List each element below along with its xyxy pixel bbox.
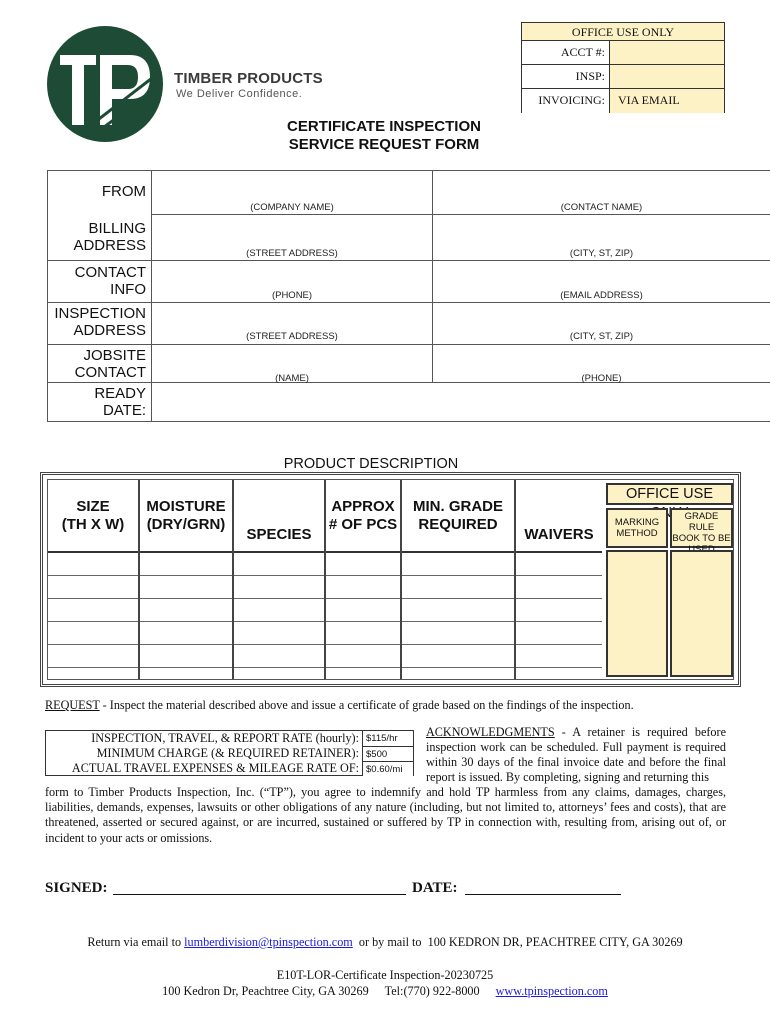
rate-row (46, 731, 413, 746)
product-office-use-title: OFFICE USE (606, 483, 733, 505)
species-column (234, 480, 324, 679)
brand-tagline: We Deliver Confidence. (176, 88, 303, 100)
product-table (40, 472, 741, 687)
phone-caption: (PHONE) (271, 290, 313, 301)
office-use-title: OFFICE USE ONLY (522, 23, 724, 41)
size-header-1: SIZE (76, 497, 110, 515)
signed-label: SIGNED: (45, 880, 108, 896)
office-row-insp (522, 65, 724, 89)
minimum-charge-value: $500 (362, 746, 413, 761)
billing-label-2: ADDRESS (73, 237, 146, 254)
min-grade-cells[interactable] (402, 553, 514, 679)
info-table (47, 170, 770, 422)
moisture-cells[interactable] (140, 553, 232, 679)
grade-rule-field[interactable] (670, 550, 733, 677)
acknowledgments-intro: - A retainer is required before inspection work can be scheduled. Full payment is required within 30 days of the final invoice date and before the final report is issued. By completing, signing and returning this (426, 725, 726, 784)
acknowledgments-body: form to Timber Products Inspection, Inc. (“TP”), you agree to indemnify and hold TP harmless from any claims, damages, charges, liabilities, demands, expenses, lawsuits or other obligations of any nature (including, but not limited to, attorneys’ fees and costs), that are threatened, asserted or secured against, or are incurred, sustained or suffered by TP in connection with, resulting from, arising out of, or incident to your acts or omissions. (45, 785, 726, 845)
inspection-label-2: ADDRESS (73, 322, 146, 339)
form-code: E10T-LOR-Certificate Inspection-20230725 (276, 968, 494, 982)
footer-contact (0, 984, 770, 999)
approx-pcs-cells[interactable] (326, 553, 400, 679)
acct-field[interactable] (610, 41, 724, 64)
rate-row (46, 761, 413, 776)
waivers-column (516, 480, 602, 679)
product-office-use (606, 480, 733, 679)
min-grade-column (402, 480, 514, 679)
request-label: REQUEST (45, 698, 100, 712)
form-title-line2: SERVICE REQUEST FORM (288, 136, 480, 153)
insp-field[interactable] (610, 65, 724, 88)
contact-name-caption: (CONTACT NAME) (560, 202, 643, 213)
return-instructions (0, 935, 770, 950)
grade-rule-label-2: BOOK TO BE (672, 533, 731, 544)
inspection-street-caption: (STREET ADDRESS) (246, 331, 338, 342)
moisture-header-1: MOISTURE (146, 497, 226, 515)
acknowledgments-text (426, 725, 726, 785)
inspection-rate-value: $115/hr (362, 731, 413, 746)
request-text (45, 698, 634, 713)
return-prefix: Return via email to (87, 935, 185, 949)
moisture-header-2: (DRY/GRN) (146, 515, 226, 533)
size-header-2: (TH X W) (61, 515, 125, 533)
form-title (0, 118, 770, 154)
ready-label-2: DATE: (102, 402, 146, 419)
species-header: SPECIES (246, 526, 312, 543)
waivers-cells[interactable] (516, 553, 602, 679)
inspection-rate-label: INSPECTION, TRAVEL, & REPORT RATE (hourly): (91, 731, 359, 745)
inspection-label-1: INSPECTION (54, 305, 146, 322)
website-link[interactable]: www.tpinspection.com (495, 984, 608, 998)
jobsite-phone-caption: (PHONE) (581, 373, 622, 384)
date-label: DATE: (412, 880, 458, 896)
from-label: FROM (101, 183, 146, 200)
email-link[interactable]: lumberdivision@tpinspection.com (184, 935, 353, 949)
brand-name: TIMBER PRODUCTS (174, 70, 323, 87)
contact-label-1: CONTACT (74, 264, 146, 281)
city-st-zip-caption: (CITY, ST, ZIP) (569, 248, 634, 259)
rates-table (45, 730, 414, 776)
acct-label: ACCT #: (522, 41, 610, 64)
street-address-caption: (STREET ADDRESS) (246, 248, 338, 259)
footer-tel: Tel:(770) 922-8000 (384, 984, 480, 998)
invoicing-field[interactable]: VIA EMAIL (610, 89, 724, 113)
grade-rule-label-1: GRADE RULE (684, 511, 719, 533)
rate-row (46, 746, 413, 761)
approx-header-1: APPROX (331, 497, 395, 515)
grade-header-2: REQUIRED (418, 515, 498, 533)
grade-header-1: MIN. GRADE (413, 497, 503, 515)
insp-label: INSP: (522, 65, 610, 88)
billing-label-1: BILLING (88, 220, 146, 237)
acknowledgments-label: ACKNOWLEDGMENTS (426, 725, 555, 739)
product-description-heading: PRODUCT DESCRIPTION (283, 456, 459, 472)
marking-method-header (606, 508, 668, 548)
travel-expense-label: ACTUAL TRAVEL EXPENSES & MILEAGE RATE OF: (71, 761, 359, 775)
footer-address: 100 Kedron Dr, Peachtree City, GA 30269 (162, 984, 369, 998)
jobsite-label-2: CONTACT (74, 364, 146, 381)
return-suffix: or by mail to 100 KEDRON DR, PEACHTREE CITY, GA 30269 (352, 935, 683, 949)
marking-label-1: MARKING (614, 517, 660, 528)
office-row-acct (522, 41, 724, 65)
size-cells[interactable] (48, 553, 138, 679)
waivers-header: WAIVERS (524, 526, 594, 543)
contact-label-2: INFO (110, 281, 146, 298)
date-field[interactable] (465, 894, 621, 895)
invoicing-label: INVOICING: (522, 89, 610, 113)
ready-label-1: READY (94, 385, 146, 402)
grade-rule-header (670, 508, 733, 548)
form-title-line1: CERTIFICATE INSPECTION (287, 118, 481, 135)
species-cells[interactable] (234, 553, 324, 679)
size-column (48, 480, 138, 679)
approx-header-2: # OF PCS (328, 515, 398, 533)
jobsite-label-1: JOBSITE (83, 347, 146, 364)
inspection-city-caption: (CITY, ST, ZIP) (569, 331, 634, 342)
signature-field[interactable] (113, 894, 406, 895)
company-name-caption: (COMPANY NAME) (250, 202, 334, 213)
approx-pcs-column (326, 480, 400, 679)
office-row-invoicing (522, 89, 724, 113)
request-body: - Inspect the material described above and issue a certificate of grade based on the findings of the inspection. (99, 698, 634, 712)
office-use-box (521, 22, 725, 113)
email-caption: (EMAIL ADDRESS) (560, 290, 643, 301)
travel-expense-value: $0.60/mi (362, 761, 413, 776)
marking-label-2: METHOD (616, 528, 658, 539)
minimum-charge-label: MINIMUM CHARGE (& REQUIRED RETAINER): (96, 746, 359, 760)
marking-method-field[interactable] (606, 550, 668, 677)
ready-date-input[interactable] (152, 383, 770, 421)
moisture-column (140, 480, 232, 679)
jobsite-name-caption: (NAME) (275, 373, 309, 384)
